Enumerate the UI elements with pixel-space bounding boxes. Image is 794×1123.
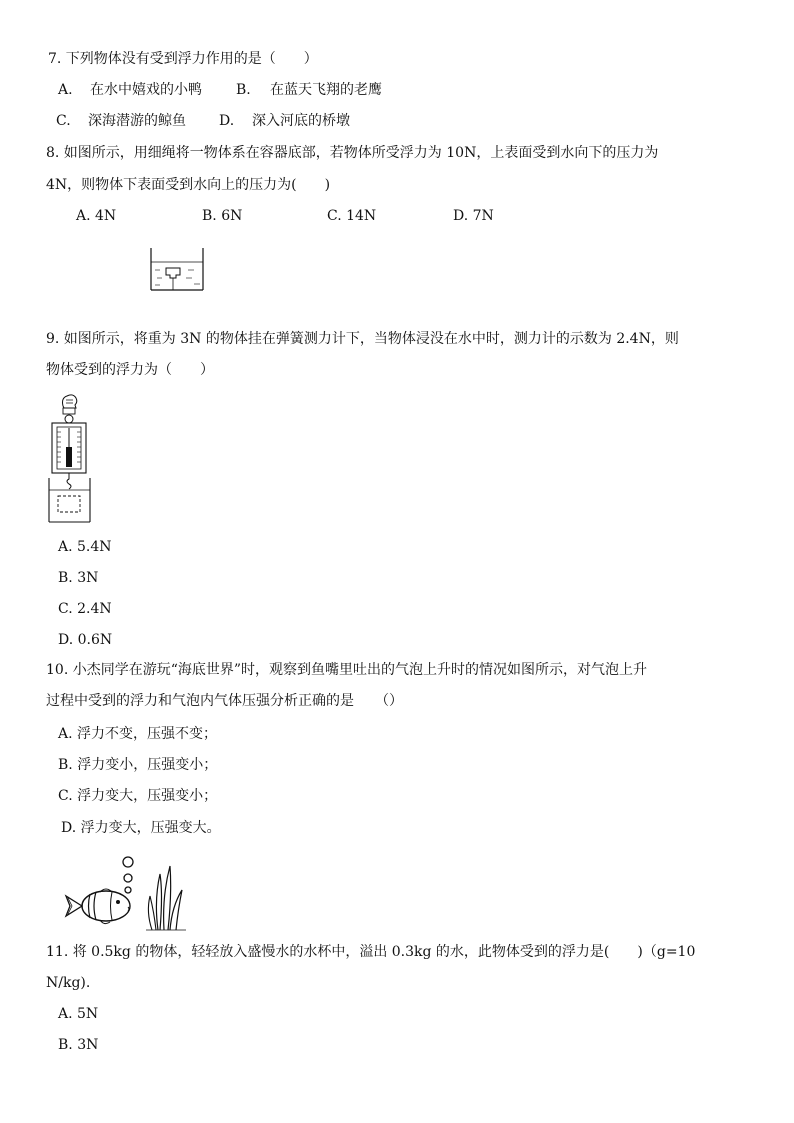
q8-container-figure xyxy=(148,246,206,294)
q10-fish-bubbles-figure xyxy=(60,852,190,932)
q9-stem-line2: 物体受到的浮力为（ ） xyxy=(46,362,214,378)
q7-option-c-label: C. xyxy=(56,113,71,129)
q8-option-b: B. 6N xyxy=(202,208,243,224)
q9-option-a: A. 5.4N xyxy=(58,539,112,555)
q8-option-a: A. 4N xyxy=(76,208,117,224)
q9-spring-scale-figure xyxy=(46,392,94,524)
q7-stem: 7. 下列物体没有受到浮力作用的是（ ） xyxy=(48,51,318,67)
q8-stem-line2: 4N，则物体下表面受到水向上的压力为( ) xyxy=(46,177,331,193)
q8-stem-line1: 8. 如图所示，用细绳将一物体系在容器底部，若物体所受浮力为 10N，上表面受到水向下的压力为 xyxy=(46,145,659,161)
q7-option-b: 在蓝天飞翔的老鹰 xyxy=(270,82,382,98)
q10-option-a: A. 浮力不变，压强不变； xyxy=(58,726,218,742)
q7-option-a: 在水中嬉戏的小鸭 xyxy=(90,82,202,98)
q10-option-b: B. 浮力变小，压强变小； xyxy=(58,757,218,773)
q11-stem-line2: N/kg). xyxy=(46,975,91,991)
q10-stem-line1: 10. 小杰同学在游玩“海底世界”时，观察到鱼嘴里吐出的气泡上升时的情况如图所示，对气泡上升 xyxy=(46,662,648,678)
q7-option-d-label: D. xyxy=(219,113,235,129)
q8-option-d: D. 7N xyxy=(453,208,494,224)
q7-option-b-label: B. xyxy=(236,82,251,98)
q9-option-c: C. 2.4N xyxy=(58,601,112,617)
q7-option-d: 深入河底的桥墩 xyxy=(252,113,350,129)
q9-option-b: B. 3N xyxy=(58,570,99,586)
q9-option-d: D. 0.6N xyxy=(58,632,113,648)
q11-stem-line1: 11. 将 0.5kg 的物体，轻轻放入盛慢水的水杯中，溢出 0.3kg 的水，此物体受到的浮力是( )（g=10 xyxy=(46,944,696,960)
q11-option-a: A. 5N xyxy=(58,1006,99,1022)
q10-stem-line2: 过程中受到的浮力和气泡内气体压强分析正确的是 （） xyxy=(46,693,403,709)
q11-option-b: B. 3N xyxy=(58,1037,99,1053)
q7-option-c: 深海潜游的鲸鱼 xyxy=(88,113,186,129)
q7-option-a-label: A. xyxy=(58,82,73,98)
q10-option-c: C. 浮力变大，压强变小； xyxy=(58,788,218,804)
q8-option-c: C. 14N xyxy=(327,208,377,224)
q10-option-d: D. 浮力变大，压强变大。 xyxy=(61,820,221,836)
q9-stem-line1: 9. 如图所示，将重为 3N 的物体挂在弹簧测力计下，当物体浸没在水中时，测力计的示数为 2.4N，则 xyxy=(46,331,679,347)
